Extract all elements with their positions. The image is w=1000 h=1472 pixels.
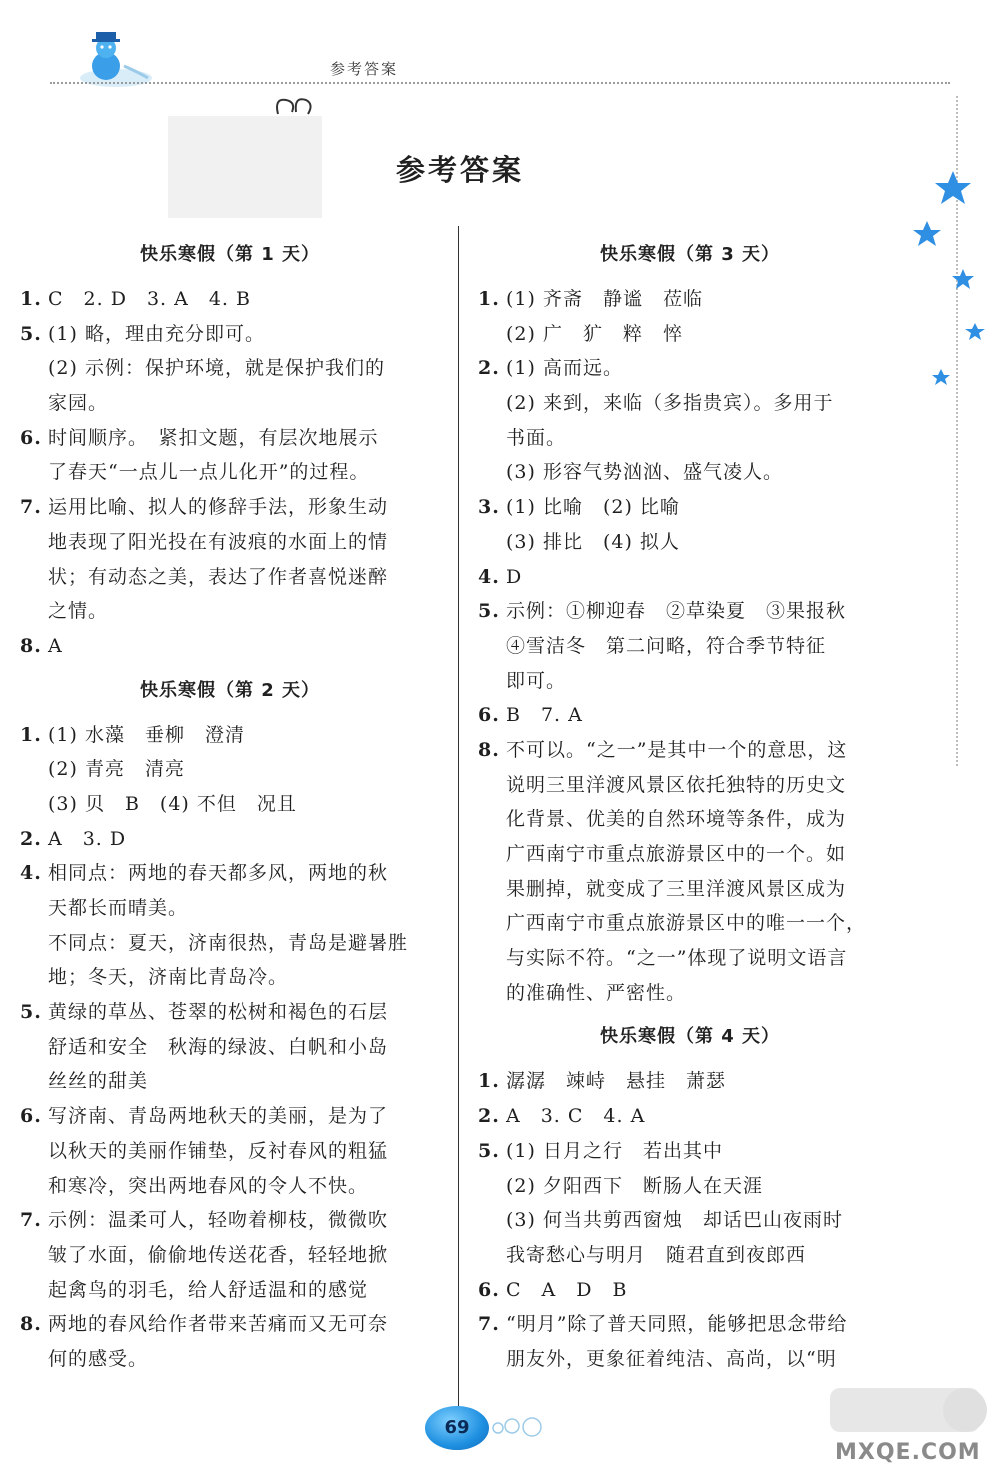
answer-text: (1) 比喻 (2) 比喻 <box>506 496 680 519</box>
question-number: 1. <box>20 723 42 746</box>
question-number: 4. <box>478 565 500 588</box>
question-number: 7. <box>20 496 42 519</box>
answer-line <box>20 560 440 595</box>
answer-text: D <box>506 565 523 588</box>
answer-text: (1) 高而远。 <box>506 357 623 380</box>
answer-line <box>478 1064 902 1099</box>
answer-text: A <box>48 634 63 657</box>
answer-text: 天都长而晴美。 <box>48 897 189 919</box>
answer-text: 写济南、青岛两地秋天的美丽，是为了 <box>48 1105 389 1128</box>
answer-line <box>478 733 902 768</box>
question-number: 6. <box>20 426 42 449</box>
answer-text: 我寄愁心与明月 随君直到夜郎西 <box>506 1243 807 1266</box>
answer-line <box>20 1169 440 1204</box>
answer-text: 时间顺序。 紧扣文题，有层次地展示 <box>48 426 379 449</box>
answer-text: 之情。 <box>48 600 109 623</box>
answer-text: 何的感受。 <box>48 1347 149 1370</box>
answer-line <box>20 1064 440 1099</box>
answer-text: 朋友外，更象征着纯洁、高尚，以“明 <box>506 1347 837 1370</box>
answer-text: A 3. D <box>48 827 127 850</box>
question-number: 5. <box>20 322 42 345</box>
answer-line <box>478 698 902 733</box>
answer-text: 丝丝的甜美 <box>48 1070 149 1093</box>
answer-line <box>20 1030 440 1065</box>
answer-text: (1) 日月之行 若出其中 <box>506 1139 723 1162</box>
answer-text: 起禽鸟的羽毛，给人舒适温和的感觉 <box>48 1278 369 1301</box>
answer-line <box>20 822 440 857</box>
blank-image-area <box>168 116 322 218</box>
answer-text: 舒适和安全 秋海的绿波、白帆和小岛 <box>48 1035 389 1058</box>
answer-line <box>478 837 902 872</box>
question-number: 4. <box>20 862 42 885</box>
answer-text: 皱了水面，偷偷地传送花香，轻轻地掀 <box>48 1243 389 1266</box>
swirl-decoration-icon <box>270 92 320 120</box>
answer-text: 地；冬天，济南比青岛冷。 <box>48 966 289 989</box>
question-number: 2. <box>478 357 500 380</box>
answer-text: 两地的春风给作者带来苦痛而又无可奈 <box>48 1313 389 1336</box>
answer-line <box>478 664 902 699</box>
answer-line <box>20 960 440 995</box>
answer-text: C 2. D 3. A 4. B <box>48 288 251 310</box>
answer-text: 相同点：两地的春天都多风，两地的秋 <box>48 862 389 885</box>
answer-text: (2) 示例：保护环境，就是保护我们的 <box>48 357 385 380</box>
answer-line <box>20 455 440 490</box>
answer-line <box>478 351 902 386</box>
section-title: 快乐寒假（第 4 天） <box>599 1026 781 1048</box>
answer-line <box>20 995 440 1030</box>
answer-text: 的准确性、严密性。 <box>506 981 687 1004</box>
answer-text: 家园。 <box>48 392 109 415</box>
question-number: 6. <box>478 1278 500 1301</box>
answer-line <box>478 1099 902 1134</box>
answer-text: 不同点：夏天，济南很热，青岛是避暑胜 <box>48 931 409 954</box>
answer-text: (3) 排比 (4) 拟人 <box>506 530 680 553</box>
left-column <box>20 228 440 1377</box>
answer-text: (1) 水藻 垂柳 澄清 <box>48 723 245 746</box>
answer-line <box>20 1273 440 1308</box>
question-number: 5. <box>478 1139 500 1162</box>
answer-line <box>478 490 902 525</box>
answer-line <box>20 386 440 421</box>
question-number: 7. <box>478 1313 500 1336</box>
answer-text: 化背景、优美的自然环境等条件，成为 <box>506 808 847 831</box>
answer-line <box>20 787 440 822</box>
answer-line <box>20 891 440 926</box>
answer-line <box>478 386 902 421</box>
watermark-text: MXQE.COM <box>835 1440 981 1465</box>
answer-line <box>20 490 440 525</box>
answer-text: 潺潺 竦峙 悬挂 萧瑟 <box>506 1070 727 1093</box>
question-number: 8. <box>478 738 500 761</box>
answer-text: 书面。 <box>506 426 567 449</box>
answer-line <box>20 752 440 787</box>
question-number: 1. <box>478 1070 500 1093</box>
answer-line <box>20 1342 440 1377</box>
answer-line <box>20 594 440 629</box>
answer-line <box>20 629 440 664</box>
answer-text: (3) 形容气势汹汹、盛气凌人。 <box>506 461 783 484</box>
answer-text: 说明三里洋渡风景区依托独特的历史文 <box>506 773 847 796</box>
answer-line <box>478 455 902 490</box>
answer-line <box>478 1134 902 1169</box>
answer-line <box>478 1203 902 1238</box>
answer-text: 状；有动态之美，表达了作者喜悦迷醉 <box>48 565 389 588</box>
answer-line <box>478 872 902 907</box>
answer-text: 黄绿的草丛、苍翠的松树和褐色的石层 <box>48 1001 389 1024</box>
answer-text: (2) 广 犷 粹 悴 <box>506 322 683 345</box>
answer-line <box>20 525 440 560</box>
question-number: 8. <box>20 634 42 657</box>
answer-text: “明月”除了普天同照，能够把思念带给 <box>506 1313 848 1336</box>
answer-line <box>478 1169 902 1204</box>
answer-line <box>20 317 440 352</box>
answer-line <box>478 1238 902 1273</box>
answer-text: (2) 青亮 清亮 <box>48 758 185 781</box>
section-title: 快乐寒假（第 3 天） <box>599 244 781 265</box>
stars-decoration-icon <box>905 165 1000 395</box>
answer-text: 了春天“一点儿一点儿化开”的过程。 <box>48 461 370 484</box>
question-number: 3. <box>478 496 500 519</box>
answer-text: (1) 略，理由充分即可。 <box>48 322 265 345</box>
answer-line <box>478 1307 902 1342</box>
answer-text: (1) 齐斋 静谧 莅临 <box>506 288 703 310</box>
answer-line <box>478 594 902 629</box>
answer-line <box>478 1342 902 1377</box>
answer-line <box>478 976 902 1011</box>
answer-line <box>478 802 902 837</box>
answer-line <box>478 282 902 317</box>
answer-text: 果删掉，就变成了三里洋渡风景区成为 <box>506 877 847 900</box>
question-number: 1. <box>20 288 42 310</box>
answer-text: (2) 来到，来临（多指贵宾）。多用于 <box>506 392 834 415</box>
question-number: 1. <box>478 288 500 310</box>
question-number: 8. <box>20 1313 42 1336</box>
answer-text: (2) 夕阳西下 断肠人在天涯 <box>506 1174 763 1197</box>
answer-line <box>478 768 902 803</box>
answer-text: 示例：①柳迎春 ②草染夏 ③果报秋 <box>506 600 847 623</box>
answer-text: 即可。 <box>506 669 567 692</box>
snowman-mascot-icon <box>76 26 156 90</box>
question-number: 5. <box>478 600 500 623</box>
answer-line <box>20 856 440 891</box>
page-number: 69 <box>425 1406 489 1450</box>
answer-text: 地表现了阳光投在有波痕的水面上的情 <box>48 530 389 553</box>
answer-line <box>478 317 902 352</box>
answer-text: (3) 贝 B (4) 不但 况且 <box>48 792 297 815</box>
answer-line <box>478 941 902 976</box>
answer-line <box>478 560 902 595</box>
answer-line <box>20 1238 440 1273</box>
header-divider <box>50 82 950 84</box>
answer-text: 运用比喻、拟人的修辞手法，形象生动 <box>48 496 389 519</box>
question-number: 6. <box>478 704 500 727</box>
section-title: 快乐寒假（第 1 天） <box>139 244 321 265</box>
section-title: 快乐寒假（第 2 天） <box>139 679 321 701</box>
answer-line <box>478 525 902 560</box>
answer-line <box>478 906 902 941</box>
answer-text: 示例：温柔可人，轻吻着柳枝，微微吹 <box>48 1209 389 1232</box>
answer-line <box>478 421 902 456</box>
answer-line <box>478 629 902 664</box>
question-number: 2. <box>20 827 42 850</box>
answer-line <box>20 1307 440 1342</box>
question-number: 6. <box>20 1105 42 1128</box>
answer-line <box>20 718 440 753</box>
answer-text: 和寒冷，突出两地春风的令人不快。 <box>48 1174 369 1197</box>
answer-text: 广西南宁市重点旅游景区中的一个。如 <box>506 843 847 865</box>
bubbles-decoration-icon <box>490 1412 550 1442</box>
right-column <box>478 228 902 1377</box>
column-divider <box>458 226 459 1406</box>
answer-line <box>20 351 440 386</box>
answer-line <box>20 421 440 456</box>
answer-line <box>20 1203 440 1238</box>
answer-text: 以秋天的美丽作铺垫，反衬春风的粗猛 <box>48 1139 389 1162</box>
answer-text: 广西南宁市重点旅游景区中的唯一一个， <box>506 912 867 935</box>
header-text: 参考答案 <box>330 60 399 78</box>
answer-text: (3) 何当共剪西窗烛 却话巴山夜雨时 <box>506 1209 843 1232</box>
answer-line <box>20 1099 440 1134</box>
answer-line <box>20 1134 440 1169</box>
question-number: 5. <box>20 1001 42 1024</box>
answer-text: A 3. C 4. A <box>506 1105 646 1128</box>
answer-text: C A D B <box>506 1278 628 1301</box>
question-number: 2. <box>478 1105 500 1128</box>
answer-text: ④雪洁冬 第二问略，符合季节特征 <box>506 634 827 657</box>
page-title: 参考答案 <box>395 153 524 187</box>
answer-line <box>20 282 440 317</box>
question-number: 7. <box>20 1209 42 1232</box>
answer-line <box>478 1273 902 1308</box>
answer-line <box>20 926 440 961</box>
answer-text: B 7. A <box>506 704 583 727</box>
answer-text: 不可以。“之一”是其中一个的意思，这 <box>506 738 848 761</box>
answer-text: 与实际不符。“之一”体现了说明文语言 <box>506 947 848 970</box>
